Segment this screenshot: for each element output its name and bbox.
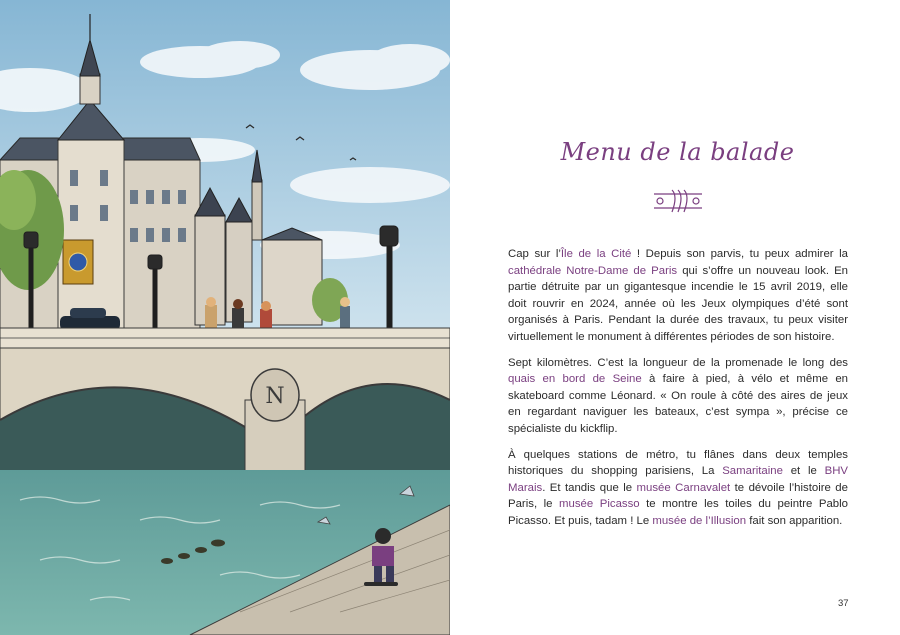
highlighted-place-name: musée de l’Illusion bbox=[652, 514, 747, 527]
bridge-medallion-letter: N bbox=[265, 384, 285, 409]
paragraph-shopping-museums bbox=[508, 447, 848, 530]
paragraph-quais bbox=[508, 355, 848, 438]
paragraph-text: Cap sur l’ bbox=[508, 248, 561, 260]
highlighted-place-name: cathédrale Notre-Dame de Paris bbox=[508, 264, 678, 277]
ornament-icon bbox=[648, 184, 708, 218]
paragraph-intro bbox=[508, 246, 848, 346]
highlighted-place-name: Île de la Cité bbox=[560, 248, 632, 260]
paragraph-text: qui s’offre un nouveau look. En partie détruite par un gigantesque incendie le 15 avril 2019, elle doit rouvrir en 2024, année où les Jeux olympiques d’été sont organisés à Paris. Pendant la durée des travaux, tu peux visiter virtuellement le monument à différentes périodes de son histoire. bbox=[508, 264, 848, 343]
page-title: Menu de la balade bbox=[560, 138, 795, 166]
article-body bbox=[508, 246, 848, 539]
highlighted-place-name: BHV Marais bbox=[508, 465, 849, 494]
paragraph-text: Sept kilomètres. C’est la longueur de la promenade le long des bbox=[508, 356, 848, 369]
paragraph-text: te dévoile l’histoire de Paris, le bbox=[508, 481, 848, 511]
paragraph-text: à faire à pied, à vélo et même en skateboard comme Léonard. « On roule à côté des aires de jeux en regardant naviguer les bateaux, c’est sympa », précise ce spécialiste du kickflip. bbox=[508, 373, 848, 435]
paragraph-text: . Et tandis que le bbox=[542, 481, 637, 494]
page-number: 37 bbox=[838, 598, 849, 609]
text-page bbox=[450, 0, 900, 635]
pont-neuf-bridge bbox=[0, 328, 450, 480]
highlighted-place-name: quais en bord de Seine bbox=[508, 373, 642, 386]
highlighted-place-name: Samaritaine bbox=[722, 465, 783, 478]
paragraph-text: te montre les toiles du peintre Pablo Picasso. Et puis, tadam ! Le bbox=[508, 498, 848, 527]
highlighted-place-name: musée Picasso bbox=[559, 498, 640, 511]
highlighted-place-name: musée Carnavalet bbox=[636, 481, 731, 494]
paragraph-text: et le bbox=[782, 465, 825, 478]
paragraph-text: fait son apparition. bbox=[746, 514, 843, 527]
paragraph-text: ! Depuis son parvis, tu peux admirer la bbox=[631, 248, 848, 260]
paragraph-text: À quelques stations de métro, tu flânes dans deux temples historiques du shopping parisiens, La bbox=[508, 448, 848, 478]
